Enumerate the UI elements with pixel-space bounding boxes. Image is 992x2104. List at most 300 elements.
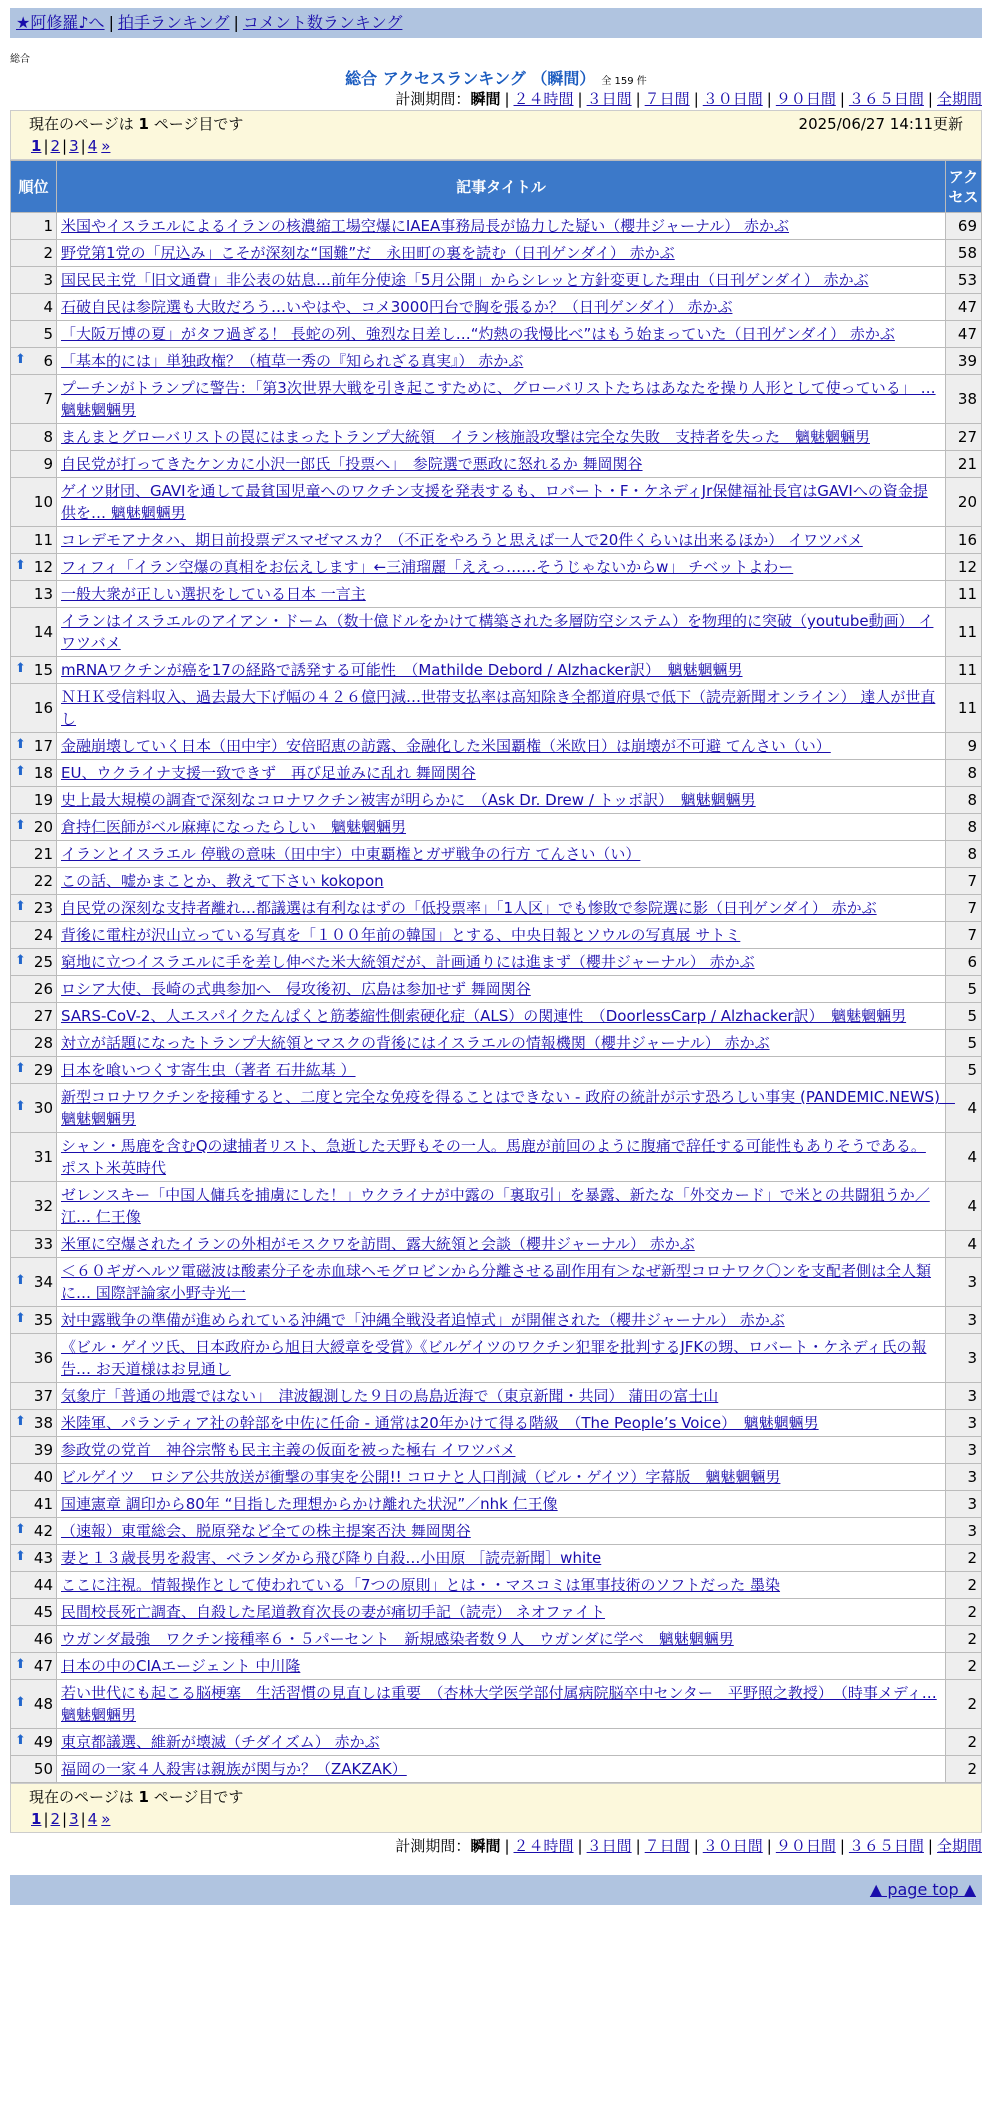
page bbox=[10, 8, 982, 2104]
access-count-cell: 8 bbox=[946, 760, 982, 787]
title-cell bbox=[57, 1626, 946, 1653]
page-link[interactable]: 1 bbox=[31, 137, 42, 155]
access-count-cell: 11 bbox=[946, 657, 982, 684]
header-count: アクセス bbox=[946, 161, 982, 213]
access-count-cell: 2 bbox=[946, 1653, 982, 1680]
article-title-link[interactable]: mRNAワクチンが癌を17の経路で誘発する可能性 （Mathilde Debord / Alzhacker訳） 魑魅魍魎男 bbox=[61, 661, 743, 679]
rank-cell bbox=[11, 321, 57, 348]
table-body bbox=[11, 213, 982, 1783]
access-count-cell: 5 bbox=[946, 1030, 982, 1057]
page-link[interactable]: 2 bbox=[50, 137, 61, 155]
rank-cell bbox=[11, 1491, 57, 1518]
access-count-cell: 4 bbox=[946, 1084, 982, 1133]
rank-number: 15 bbox=[33, 661, 53, 679]
up-arrow-icon: ⬆ bbox=[15, 1657, 26, 1672]
nav-separator: | bbox=[233, 13, 239, 32]
up-arrow-icon: ⬆ bbox=[15, 661, 26, 676]
nav-clap-ranking-link[interactable]: 拍手ランキング bbox=[117, 13, 230, 32]
access-count-cell: 3 bbox=[946, 1258, 982, 1307]
title-cell bbox=[57, 1307, 946, 1334]
current-page-text bbox=[29, 1786, 243, 1808]
rank-cell bbox=[11, 1003, 57, 1030]
article-title-link[interactable]: 国連憲章 調印から80年 “目指した理想からかけ離れた状況”／nhk 仁王像 bbox=[61, 1495, 558, 1513]
rank-number: 28 bbox=[33, 1034, 53, 1052]
rank-cell bbox=[11, 684, 57, 733]
page-separator: | bbox=[62, 1810, 68, 1828]
article-title-link[interactable]: シャン・馬鹿を含むQの逮捕者リスト、急逝した天野もその一人。馬鹿が前回のように腹痛で辞任する可能性もありそうである。 ポスト米英時代 bbox=[61, 1137, 926, 1177]
article-title-link[interactable]: 窮地に立つイスラエルに手を差し伸べた米大統領だが、計画通りには進まず（櫻井ジャーナル） 赤かぶ bbox=[61, 953, 755, 971]
table-row bbox=[11, 478, 982, 527]
rank-cell bbox=[11, 1084, 57, 1133]
table-row bbox=[11, 1653, 982, 1680]
rank-number: 1 bbox=[43, 217, 53, 235]
article-title-link[interactable]: ここに注視。情報操作として使われている「7つの原則」とは・・マスコミは軍事技術のソフトだった 墨染 bbox=[61, 1576, 781, 1594]
nav-home-link[interactable]: ★阿修羅♪へ bbox=[16, 13, 105, 32]
period-separator: | bbox=[635, 1837, 641, 1855]
table-row bbox=[11, 527, 982, 554]
rank-cell bbox=[11, 1437, 57, 1464]
article-title-link[interactable]: ＮＨＫ受信料収入、過去最大下げ幅の４２６億円減…世帯支払率は高知除き全都道府県で低下（読売新聞オンライン） 達人が世直し bbox=[61, 688, 936, 728]
access-count-cell: 7 bbox=[946, 922, 982, 949]
access-count-cell: 3 bbox=[946, 1383, 982, 1410]
article-title-link[interactable]: 民間校長死亡調査、自殺した尾道教育次長の妻が痛切手記（読売） ネオファイト bbox=[61, 1603, 606, 1621]
article-title-link[interactable]: ロシア大使、長崎の式典参加へ 侵攻後初、広島は参加せず 舞岡関谷 bbox=[61, 980, 531, 998]
rank-cell bbox=[11, 1653, 57, 1680]
page-separator: | bbox=[62, 137, 68, 155]
access-count-cell: 2 bbox=[946, 1572, 982, 1599]
rank-cell bbox=[11, 267, 57, 294]
rank-number: 27 bbox=[33, 1007, 53, 1025]
rank-cell bbox=[11, 1182, 57, 1231]
access-count-cell: 8 bbox=[946, 787, 982, 814]
title-cell bbox=[57, 1545, 946, 1572]
period-separator: | bbox=[839, 90, 845, 108]
rank-cell bbox=[11, 1572, 57, 1599]
rank-cell bbox=[11, 478, 57, 527]
rank-number: 10 bbox=[33, 493, 53, 511]
article-title-link[interactable]: 史上最大規模の調査で深刻なコロナワクチン被害が明らかに （Ask Dr. Drew / トッポ訳） 魑魅魍魎男 bbox=[61, 791, 756, 809]
table-row bbox=[11, 1491, 982, 1518]
period-separator: | bbox=[839, 1837, 845, 1855]
article-title-link[interactable]: 背後に電柱が沢山立っている写真を「１００年前の韓国」とする、中央日報とソウルの写真展 サトミ bbox=[61, 926, 741, 944]
rank-cell bbox=[11, 1383, 57, 1410]
article-title-link[interactable]: 新型コロナワクチンを接種すると、二度と完全な免疫を得ることはできない - 政府の統計が示す恐ろしい事実 (PANDEMIC.NEWS) 魑魅魍魎男 bbox=[61, 1088, 955, 1128]
table-row bbox=[11, 267, 982, 294]
title-cell bbox=[57, 1003, 946, 1030]
table-header-row bbox=[11, 161, 982, 213]
rank-number: 8 bbox=[43, 428, 53, 446]
table-row bbox=[11, 1084, 982, 1133]
rank-number: 41 bbox=[33, 1495, 53, 1513]
title-cell bbox=[57, 841, 946, 868]
title-cell bbox=[57, 787, 946, 814]
title-cell bbox=[57, 1491, 946, 1518]
period-label: 計測期間： bbox=[395, 90, 471, 108]
title-cell bbox=[57, 1030, 946, 1057]
table-row bbox=[11, 760, 982, 787]
title-cell bbox=[57, 581, 946, 608]
page-links bbox=[29, 1808, 963, 1830]
rank-cell bbox=[11, 1231, 57, 1258]
title-cell bbox=[57, 1084, 955, 1133]
rank-number: 6 bbox=[43, 352, 53, 370]
period-separator: | bbox=[766, 90, 772, 108]
rank-cell bbox=[11, 895, 57, 922]
title-cell bbox=[57, 554, 946, 581]
rank-number: 33 bbox=[33, 1235, 53, 1253]
title-cell bbox=[57, 478, 946, 527]
article-title-link[interactable]: ゲイツ財団、GAVIを通して最貧国児童へのワクチン支援を発表するも、ロバート・F・ケネディJr保健福祉長官はGAVIへの資金提供を… 魑魅魍魎男 bbox=[61, 482, 928, 522]
title-cell bbox=[57, 1653, 946, 1680]
bottom-bar bbox=[10, 1875, 982, 1905]
rank-cell bbox=[11, 213, 57, 240]
rank-number: 36 bbox=[33, 1349, 53, 1367]
access-count-cell: 2 bbox=[946, 1729, 982, 1756]
title-cell bbox=[57, 895, 946, 922]
title-cell bbox=[57, 1258, 946, 1307]
access-count-cell: 5 bbox=[946, 1003, 982, 1030]
article-title-link[interactable]: ビルゲイツ ロシア公共放送が衝撃の事実を公開!! コロナと人口削減（ビル・ゲイツ）字幕版 魑魅魍魎男 bbox=[61, 1468, 781, 1486]
page-link[interactable]: 2 bbox=[50, 1810, 61, 1828]
rank-cell bbox=[11, 1030, 57, 1057]
table-row bbox=[11, 1182, 982, 1231]
rank-number: 21 bbox=[33, 845, 53, 863]
article-title-link[interactable]: 参政党の党首 神谷宗幣も民主主義の仮面を被った極右 イワツバメ bbox=[61, 1441, 516, 1459]
up-arrow-icon: ⬆ bbox=[15, 1549, 26, 1564]
rank-number: 18 bbox=[33, 764, 53, 782]
table-row bbox=[11, 1258, 982, 1307]
article-title-link[interactable]: 自民党の深刻な支持者離れ…都議選は有利なはずの「低投票率」「1人区」でも惨敗で参院選に影（日刊ゲンダイ） 赤かぶ bbox=[61, 899, 877, 917]
article-title-link[interactable]: ＜６０ギガヘルツ電磁波は酸素分子を赤血球ヘモグロビンから分離させる副作用有＞なぜ新型コロナワク〇ンを支配者側は全人類に… 国際評論家小野寺光一 bbox=[61, 1262, 932, 1302]
up-arrow-icon: ⬆ bbox=[15, 818, 26, 833]
rank-cell bbox=[11, 348, 57, 375]
next-page-link[interactable]: » bbox=[101, 137, 111, 155]
access-count-cell: 3 bbox=[946, 1464, 982, 1491]
up-arrow-icon: ⬆ bbox=[15, 1414, 26, 1429]
rank-cell bbox=[11, 608, 57, 657]
period-option-link[interactable]: 全期間 bbox=[936, 90, 982, 108]
article-title-link[interactable]: まんまとグローバリストの罠にはまったトランプ大統領 イラン核施設攻撃は完全な失敗 支持者を失った 魑魅魍魎男 bbox=[61, 428, 870, 446]
period-option-link[interactable]: ３６５日間 bbox=[848, 1837, 924, 1855]
rank-cell bbox=[11, 922, 57, 949]
rank-cell bbox=[11, 976, 57, 1003]
period-option-link[interactable]: ２４時間 bbox=[513, 1837, 574, 1855]
rank-number: 7 bbox=[43, 390, 53, 408]
article-title-link[interactable]: 対中露戦争の準備が進められている沖縄で「沖縄全戦没者追悼式」が開催された（櫻井ジャーナル） 赤かぶ bbox=[61, 1311, 785, 1329]
article-title-link[interactable]: SARS-CoV-2、人エスパイクたんぱくと筋萎縮性側索硬化症（ALS）の関連性 （DoorlessCarp / Alzhacker訳） 魑魅魍魎男 bbox=[61, 1007, 907, 1025]
period-separator: | bbox=[577, 90, 583, 108]
rank-cell bbox=[11, 1307, 57, 1334]
table-row bbox=[11, 1307, 982, 1334]
period-option-link[interactable]: ３日間 bbox=[586, 1837, 632, 1855]
rank-cell bbox=[11, 1464, 57, 1491]
updated-timestamp: 2025/06/27 14:11更新 bbox=[798, 115, 963, 133]
article-title-link[interactable]: （速報）東電総会、脱原発など全ての株主提案否決 舞岡関谷 bbox=[61, 1522, 471, 1540]
article-title-link[interactable]: ゼレンスキー「中国人傭兵を捕虜にした！」ウクライナが中露の「裏取引」を暴露、新たな「外交カード」で米との共闘狙うか／江… 仁王像 bbox=[61, 1186, 930, 1226]
article-title-link[interactable]: 対立が話題になったトランプ大統領とマスクの背後にはイスラエルの情報機関（櫻井ジャーナル） 赤かぶ bbox=[61, 1034, 770, 1052]
rank-cell bbox=[11, 868, 57, 895]
period-option-link[interactable]: ３０日間 bbox=[702, 90, 763, 108]
title-cell bbox=[57, 1231, 946, 1258]
up-arrow-icon: ⬆ bbox=[15, 1311, 26, 1326]
title-cell bbox=[57, 451, 946, 478]
rank-number: 14 bbox=[33, 623, 53, 641]
access-count-cell: 2 bbox=[946, 1599, 982, 1626]
page-link[interactable]: 1 bbox=[31, 1810, 42, 1828]
rank-number: 34 bbox=[33, 1273, 53, 1291]
header-title: 記事タイトル bbox=[57, 161, 946, 213]
period-separator: | bbox=[577, 1837, 583, 1855]
rank-cell bbox=[11, 1518, 57, 1545]
access-count-cell: 16 bbox=[946, 527, 982, 554]
period-option-link[interactable]: ７日間 bbox=[644, 90, 690, 108]
table-row bbox=[11, 581, 982, 608]
up-arrow-icon: ⬆ bbox=[15, 1522, 26, 1537]
title-cell bbox=[57, 814, 946, 841]
access-count-cell: 47 bbox=[946, 294, 982, 321]
page-title bbox=[10, 66, 982, 86]
up-arrow-icon: ⬆ bbox=[15, 899, 26, 914]
article-title-link[interactable]: 倉持仁医師がベル麻痺になったらしい 魑魅魍魎男 bbox=[61, 818, 407, 836]
article-title-link[interactable]: 日本を喰いつくす寄生虫（著者 石井紘基 ） bbox=[61, 1061, 356, 1079]
rank-number: 31 bbox=[33, 1148, 53, 1166]
title-cell bbox=[57, 294, 946, 321]
table-row bbox=[11, 424, 982, 451]
page-top-link[interactable]: ▲ page top ▲ bbox=[869, 1880, 976, 1899]
article-title-link[interactable]: フィフィ「イラン空爆の真相をお伝えします」←三浦瑠麗「ええっ……そうじゃないからw」 チベットよわー bbox=[61, 558, 794, 576]
rank-number: 38 bbox=[33, 1414, 53, 1432]
up-arrow-icon: ⬆ bbox=[15, 764, 26, 779]
table-row bbox=[11, 1334, 982, 1383]
article-title-link[interactable]: 石破自民は参院選も大敗だろう…いやはや、コメ3000円台で胸を張るか？（日刊ゲンダイ） 赤かぶ bbox=[61, 298, 733, 316]
table-row bbox=[11, 240, 982, 267]
period-separator: | bbox=[693, 1837, 699, 1855]
title-cell bbox=[57, 1133, 946, 1182]
period-separator: | bbox=[766, 1837, 772, 1855]
page-separator: | bbox=[80, 137, 86, 155]
current-page-number: 1 bbox=[138, 1788, 149, 1806]
current-page-prefix: 現在のページは bbox=[29, 115, 134, 133]
article-title-link[interactable]: 米陸軍、パランティア社の幹部を中佐に任命 - 通常は20年かけて得る階級 （The People’s Voice） 魑魅魍魎男 bbox=[61, 1414, 819, 1432]
table-row bbox=[11, 1410, 982, 1437]
rank-cell bbox=[11, 424, 57, 451]
table-row bbox=[11, 1464, 982, 1491]
period-separator: | bbox=[504, 1837, 510, 1855]
article-title-link[interactable]: 日本の中のCIAエージェント 中川隆 bbox=[61, 1657, 301, 1675]
article-title-link[interactable]: ウガンダ最強 ワクチン接種率６・５パーセント 新規感染者数９人 ウガンダに学べ 魑魅魍魎男 bbox=[61, 1630, 734, 1648]
table-row bbox=[11, 348, 982, 375]
next-page-link[interactable]: » bbox=[101, 1810, 111, 1828]
title-cell bbox=[57, 976, 946, 1003]
rank-number: 17 bbox=[33, 737, 53, 755]
table-row bbox=[11, 868, 982, 895]
rank-number: 35 bbox=[33, 1311, 53, 1329]
period-separator: | bbox=[927, 1837, 933, 1855]
article-title-link[interactable]: 妻と１３歳長男を殺害、ベランダから飛び降り自殺…小田原 ［読売新聞］white bbox=[61, 1549, 602, 1567]
article-title-link[interactable]: 「基本的には」単独政権？（植草一秀の『知られざる真実』） 赤かぶ bbox=[61, 352, 524, 370]
period-selector-top bbox=[10, 88, 982, 110]
access-count-cell: 9 bbox=[946, 733, 982, 760]
table-row bbox=[11, 841, 982, 868]
rank-number: 43 bbox=[33, 1549, 53, 1567]
access-count-cell: 3 bbox=[946, 1410, 982, 1437]
access-count-cell: 47 bbox=[946, 321, 982, 348]
access-count-cell: 2 bbox=[946, 1626, 982, 1653]
table-row bbox=[11, 554, 982, 581]
table-row bbox=[11, 1003, 982, 1030]
access-count-cell: 20 bbox=[946, 478, 982, 527]
article-title-link[interactable]: 米軍に空爆されたイランの外相がモスクワを訪問、露大統領と会談（櫻井ジャーナル） 赤かぶ bbox=[61, 1235, 695, 1253]
access-count-cell: 11 bbox=[946, 684, 982, 733]
access-count-cell: 21 bbox=[946, 451, 982, 478]
title-cell bbox=[57, 1518, 946, 1545]
access-count-cell: 53 bbox=[946, 267, 982, 294]
access-count-cell: 4 bbox=[946, 1182, 982, 1231]
access-count-cell: 7 bbox=[946, 868, 982, 895]
current-page-suffix: ページ目です bbox=[153, 115, 244, 133]
rank-number: 13 bbox=[33, 585, 53, 603]
access-count-cell: 3 bbox=[946, 1518, 982, 1545]
page-link[interactable]: 4 bbox=[87, 137, 98, 155]
nav-comment-ranking-link[interactable]: コメント数ランキング bbox=[242, 13, 403, 32]
article-title-link[interactable]: 自民党が打ってきたケンカに小沢一郎氏「投票へ」 参院選で悪政に怒れるか 舞岡関谷 bbox=[61, 455, 643, 473]
ranking-title: 総合 アクセスランキング （瞬間） bbox=[345, 69, 596, 88]
table-row bbox=[11, 922, 982, 949]
top-nav-bar bbox=[10, 8, 982, 38]
table-row bbox=[11, 451, 982, 478]
access-count-cell: 58 bbox=[946, 240, 982, 267]
title-cell bbox=[57, 868, 946, 895]
access-count-cell: 8 bbox=[946, 841, 982, 868]
up-arrow-icon: ⬆ bbox=[15, 1695, 26, 1710]
rank-number: 46 bbox=[33, 1630, 53, 1648]
title-cell bbox=[57, 1572, 946, 1599]
period-option-link[interactable]: ７日間 bbox=[644, 1837, 690, 1855]
up-arrow-icon: ⬆ bbox=[15, 352, 26, 367]
period-option-link[interactable]: 全期間 bbox=[936, 1837, 982, 1855]
rank-cell bbox=[11, 1133, 57, 1182]
rank-cell bbox=[11, 760, 57, 787]
access-count-cell: 3 bbox=[946, 1437, 982, 1464]
rank-number: 16 bbox=[33, 699, 53, 717]
period-label: 計測期間： bbox=[395, 1837, 471, 1855]
table-row bbox=[11, 1518, 982, 1545]
rank-number: 19 bbox=[33, 791, 53, 809]
page-link[interactable]: 3 bbox=[69, 137, 79, 155]
title-cell bbox=[57, 1464, 946, 1491]
table-row bbox=[11, 895, 982, 922]
up-arrow-icon: ⬆ bbox=[15, 1099, 26, 1114]
period-option-link[interactable]: ３６５日間 bbox=[848, 90, 924, 108]
access-count-cell: 8 bbox=[946, 814, 982, 841]
table-row bbox=[11, 1680, 982, 1729]
rank-cell bbox=[11, 1756, 57, 1783]
period-option-link[interactable]: ９０日間 bbox=[775, 1837, 836, 1855]
article-title-link[interactable]: 米国やイスラエルによるイランの核濃縮工場空爆にIAEA事務局長が協力した疑い（櫻井ジャーナル） 赤かぶ bbox=[61, 217, 789, 235]
title-cell bbox=[57, 321, 946, 348]
title-cell bbox=[57, 760, 946, 787]
rank-cell bbox=[11, 1057, 57, 1084]
article-title-link[interactable]: 一般大衆が正しい選択をしている日本 一言主 bbox=[61, 585, 366, 603]
rank-cell bbox=[11, 1599, 57, 1626]
title-cell bbox=[57, 1057, 946, 1084]
page-link[interactable]: 3 bbox=[69, 1810, 79, 1828]
title-cell bbox=[57, 213, 946, 240]
rank-cell bbox=[11, 375, 57, 424]
page-links bbox=[29, 135, 963, 157]
up-arrow-icon: ⬆ bbox=[15, 953, 26, 968]
table-row bbox=[11, 814, 982, 841]
title-cell bbox=[57, 1437, 946, 1464]
article-title-link[interactable]: 国民民主党「旧文通費」非公表の姑息…前年分使途「5月公開」からシレッと方針変更した理由（日刊ゲンダイ） 赤かぶ bbox=[61, 271, 869, 289]
rank-number: 44 bbox=[33, 1576, 53, 1594]
rank-cell bbox=[11, 451, 57, 478]
period-separator: | bbox=[635, 90, 641, 108]
page-separator: | bbox=[80, 1810, 86, 1828]
up-arrow-icon: ⬆ bbox=[15, 558, 26, 573]
title-cell bbox=[57, 1410, 946, 1437]
article-title-link[interactable]: イランとイスラエル 停戦の意味（田中宇）中東覇権とガザ戦争の行方 てんさい（い） bbox=[61, 845, 641, 863]
period-option-link[interactable]: ３日間 bbox=[586, 90, 632, 108]
page-link[interactable]: 4 bbox=[87, 1810, 98, 1828]
title-cell bbox=[57, 1599, 946, 1626]
period-separator: | bbox=[927, 90, 933, 108]
period-option-link[interactable]: ２４時間 bbox=[513, 90, 574, 108]
rank-number: 22 bbox=[33, 872, 53, 890]
nav-separator: | bbox=[108, 13, 114, 32]
period-option-link[interactable]: ３０日間 bbox=[702, 1837, 763, 1855]
rank-number: 29 bbox=[33, 1061, 53, 1079]
rank-cell bbox=[11, 240, 57, 267]
article-title-link[interactable]: 福岡の一家４人殺害は親族が関与か？（ZAKZAK） bbox=[61, 1760, 407, 1778]
access-count-cell: 2 bbox=[946, 1545, 982, 1572]
rank-cell bbox=[11, 527, 57, 554]
rank-number: 47 bbox=[33, 1657, 53, 1675]
period-option-link[interactable]: ９０日間 bbox=[775, 90, 836, 108]
current-page-text bbox=[29, 113, 243, 135]
access-count-cell: 12 bbox=[946, 554, 982, 581]
rank-number: 24 bbox=[33, 926, 53, 944]
article-title-link[interactable]: イランはイスラエルのアイアン・ドーム（数十億ドルをかけて構築された多層防空システム）を物理的に突破（youtube動画） イワツバメ bbox=[61, 612, 934, 652]
article-title-link[interactable]: この話、嘘かまことか、教えて下さい kokopon bbox=[61, 872, 384, 890]
rank-number: 9 bbox=[43, 455, 53, 473]
article-title-link[interactable]: プーチンがトランプに警告：「第3次世界大戦を引き起こすために、グローバリストたちはあなたを操り人形として使っている」 … 魑魅魍魎男 bbox=[61, 379, 936, 419]
article-title-link[interactable]: 《ビル・ゲイツ氏、日本政府から旭日大綬章を受賞》《ビルゲイツのワクチン犯罪を批判するJFKの甥、ロバート・ケネディ氏の報告… お天道様はお見通し bbox=[61, 1338, 927, 1378]
article-title-link[interactable]: EU、ウクライナ支援一致できず 再び足並みに乱れ 舞岡関谷 bbox=[61, 764, 476, 782]
current-page-number: 1 bbox=[138, 115, 149, 133]
article-title-link[interactable]: 金融崩壊していく日本（田中宇）安倍昭恵の訪露、金融化した米国覇権（米欧日）は崩壊が不可避 てんさい（い） bbox=[61, 737, 831, 755]
table-row bbox=[11, 949, 982, 976]
title-cell bbox=[57, 527, 946, 554]
title-cell bbox=[57, 684, 946, 733]
pager-top bbox=[10, 110, 982, 160]
article-title-link[interactable]: 野党第1党の「尻込み」こそが深刻な“国難”だ 永田町の裏を読む（日刊ゲンダイ） 赤かぶ bbox=[61, 244, 675, 262]
article-title-link[interactable]: 東京都議選、維新が壊滅（チダイズム） 赤かぶ bbox=[61, 1733, 380, 1751]
title-cell bbox=[57, 922, 946, 949]
article-title-link[interactable]: 気象庁「普通の地震ではない」 津波観測した９日の鳥島近海で（東京新聞・共同） 蒲田の富士山 bbox=[61, 1387, 719, 1405]
title-cell bbox=[57, 949, 946, 976]
rank-cell bbox=[11, 657, 57, 684]
title-cell bbox=[57, 240, 946, 267]
table-row bbox=[11, 733, 982, 760]
rank-cell bbox=[11, 1545, 57, 1572]
article-title-link[interactable]: 若い世代にも起こる脳梗塞 生活習慣の見直しは重要 （杏林大学医学部付属病院脳卒中センター 平野照之教授） （時事メディ… 魑魅魍魎男 bbox=[61, 1684, 937, 1724]
current-page-suffix: ページ目です bbox=[153, 1788, 244, 1806]
table-row bbox=[11, 1057, 982, 1084]
article-title-link[interactable]: コレデモアナタハ、期日前投票デスマゼマスカ？（不正をやろうと思えば一人で20件くらいは出来るほか） イワツバメ bbox=[61, 531, 863, 549]
access-count-cell: 2 bbox=[946, 1680, 982, 1729]
article-title-link[interactable]: 「大阪万博の夏」がタフ過ぎる！ 長蛇の列、強烈な日差し…“灼熱の我慢比べ”はもう始まっていた（日刊ゲンダイ） 赤かぶ bbox=[61, 325, 895, 343]
